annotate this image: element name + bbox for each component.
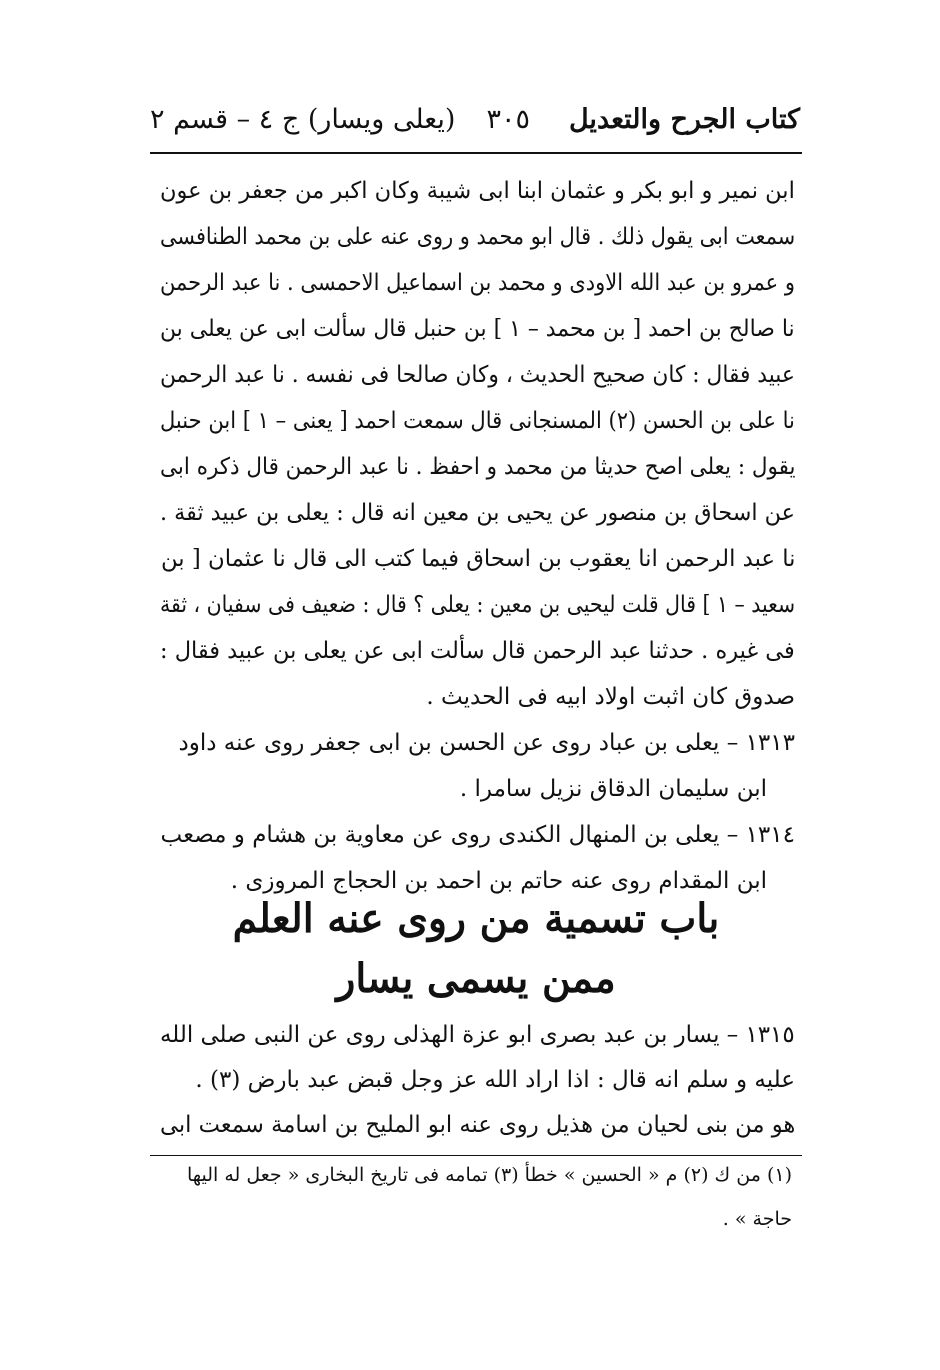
entry-1313-line: ١٣١٣ – يعلى بن عباد روى عن الحسن بن ابى جعفر روى عنه داود	[178, 730, 795, 756]
text-line: سعيد – ١ ] قال قلت ليحيى بن معين : يعلى ؟ قال : ضعيف فى سفيان ، ثقة	[159, 592, 795, 618]
header-rule	[150, 152, 802, 154]
volume-info: (يعلى ويسار) ج ٤ – قسم ٢	[150, 104, 456, 135]
chapter-heading-line2: ممن يسمى يسار	[336, 955, 616, 1002]
footnote-line: حاجة » .	[722, 1208, 792, 1230]
page-number: ٣٠٥	[486, 104, 530, 135]
text-line: صدوق كان اثبت اولاد ابيه فى الحديث .	[426, 684, 795, 710]
text-line: نا صالح بن احمد [ بن محمد – ١ ] بن حنبل قال سألت ابى عن يعلى بن	[160, 316, 795, 342]
entry-1314-continuation: ابن المقدام روى عنه حاتم بن احمد بن الحجاج المروزى .	[230, 868, 767, 894]
text-line: ابن نمير و ابو بكر و عثمان ابنا ابى شيبة وكان اكبر من جعفر بن عون	[160, 178, 795, 204]
running-header	[150, 104, 800, 146]
footnote-line: (١) من ك (٢) م « الحسين » خطأ (٣) تمامه فى تاريخ البخارى « جعل له اليها	[186, 1164, 792, 1186]
text-line: سمعت ابى يقول ذلك . قال ابو محمد و روى عنه على بن محمد الطنافسى	[159, 224, 795, 250]
text-line: عبيد فقال : كان صحيح الحديث ، وكان صالحا فى نفسه . نا عبد الرحمن	[160, 362, 795, 388]
book-title: كتاب الجرح والتعديل	[568, 104, 800, 135]
entry-1315-line: ١٣١٥ – يسار بن عبد بصرى ابو عزة الهذلى روى عن النبى صلى الله	[160, 1022, 795, 1048]
text-line: فى غيره . حدثنا عبد الرحمن قال سألت ابى عن يعلى بن عبيد فقال :	[160, 638, 795, 664]
text-line: هو من بنى لحيان من هذيل روى عنه ابو المليح بن اسامة سمعت ابى	[159, 1112, 795, 1138]
text-line: نا عبد الرحمن انا يعقوب بن اسحاق فيما كتب الى قال نا عثمان [ بن	[160, 546, 795, 572]
text-line: و عمرو بن عبد الله الاودى و محمد بن اسماعيل الاحمسى . نا عبد الرحمن	[159, 270, 795, 296]
text-line: عن اسحاق بن منصور عن يحيى بن معين انه قال : يعلى بن عبيد ثقة .	[160, 500, 795, 526]
entry-1314-line: ١٣١٤ – يعلى بن المنهال الكندى روى عن معاوية بن هشام و مصعب	[160, 822, 795, 848]
text-line: يقول : يعلى اصح حديثا من محمد و احفظ . نا عبد الرحمن قال ذكره ابى	[159, 454, 795, 480]
entry-1313-continuation: ابن سليمان الدقاق نزيل سامرا .	[459, 776, 767, 802]
text-line: عليه و سلم انه قال : اذا اراد الله عز وجل قبض عبد بارض (٣) .	[195, 1067, 795, 1093]
text-line: نا على بن الحسن (٢) المسنجانى قال سمعت احمد [ يعنى – ١ ] ابن حنبل	[160, 408, 795, 434]
footnote-rule	[150, 1155, 802, 1156]
chapter-heading-line1: باب تسمية من روى عنه العلم	[232, 895, 720, 942]
